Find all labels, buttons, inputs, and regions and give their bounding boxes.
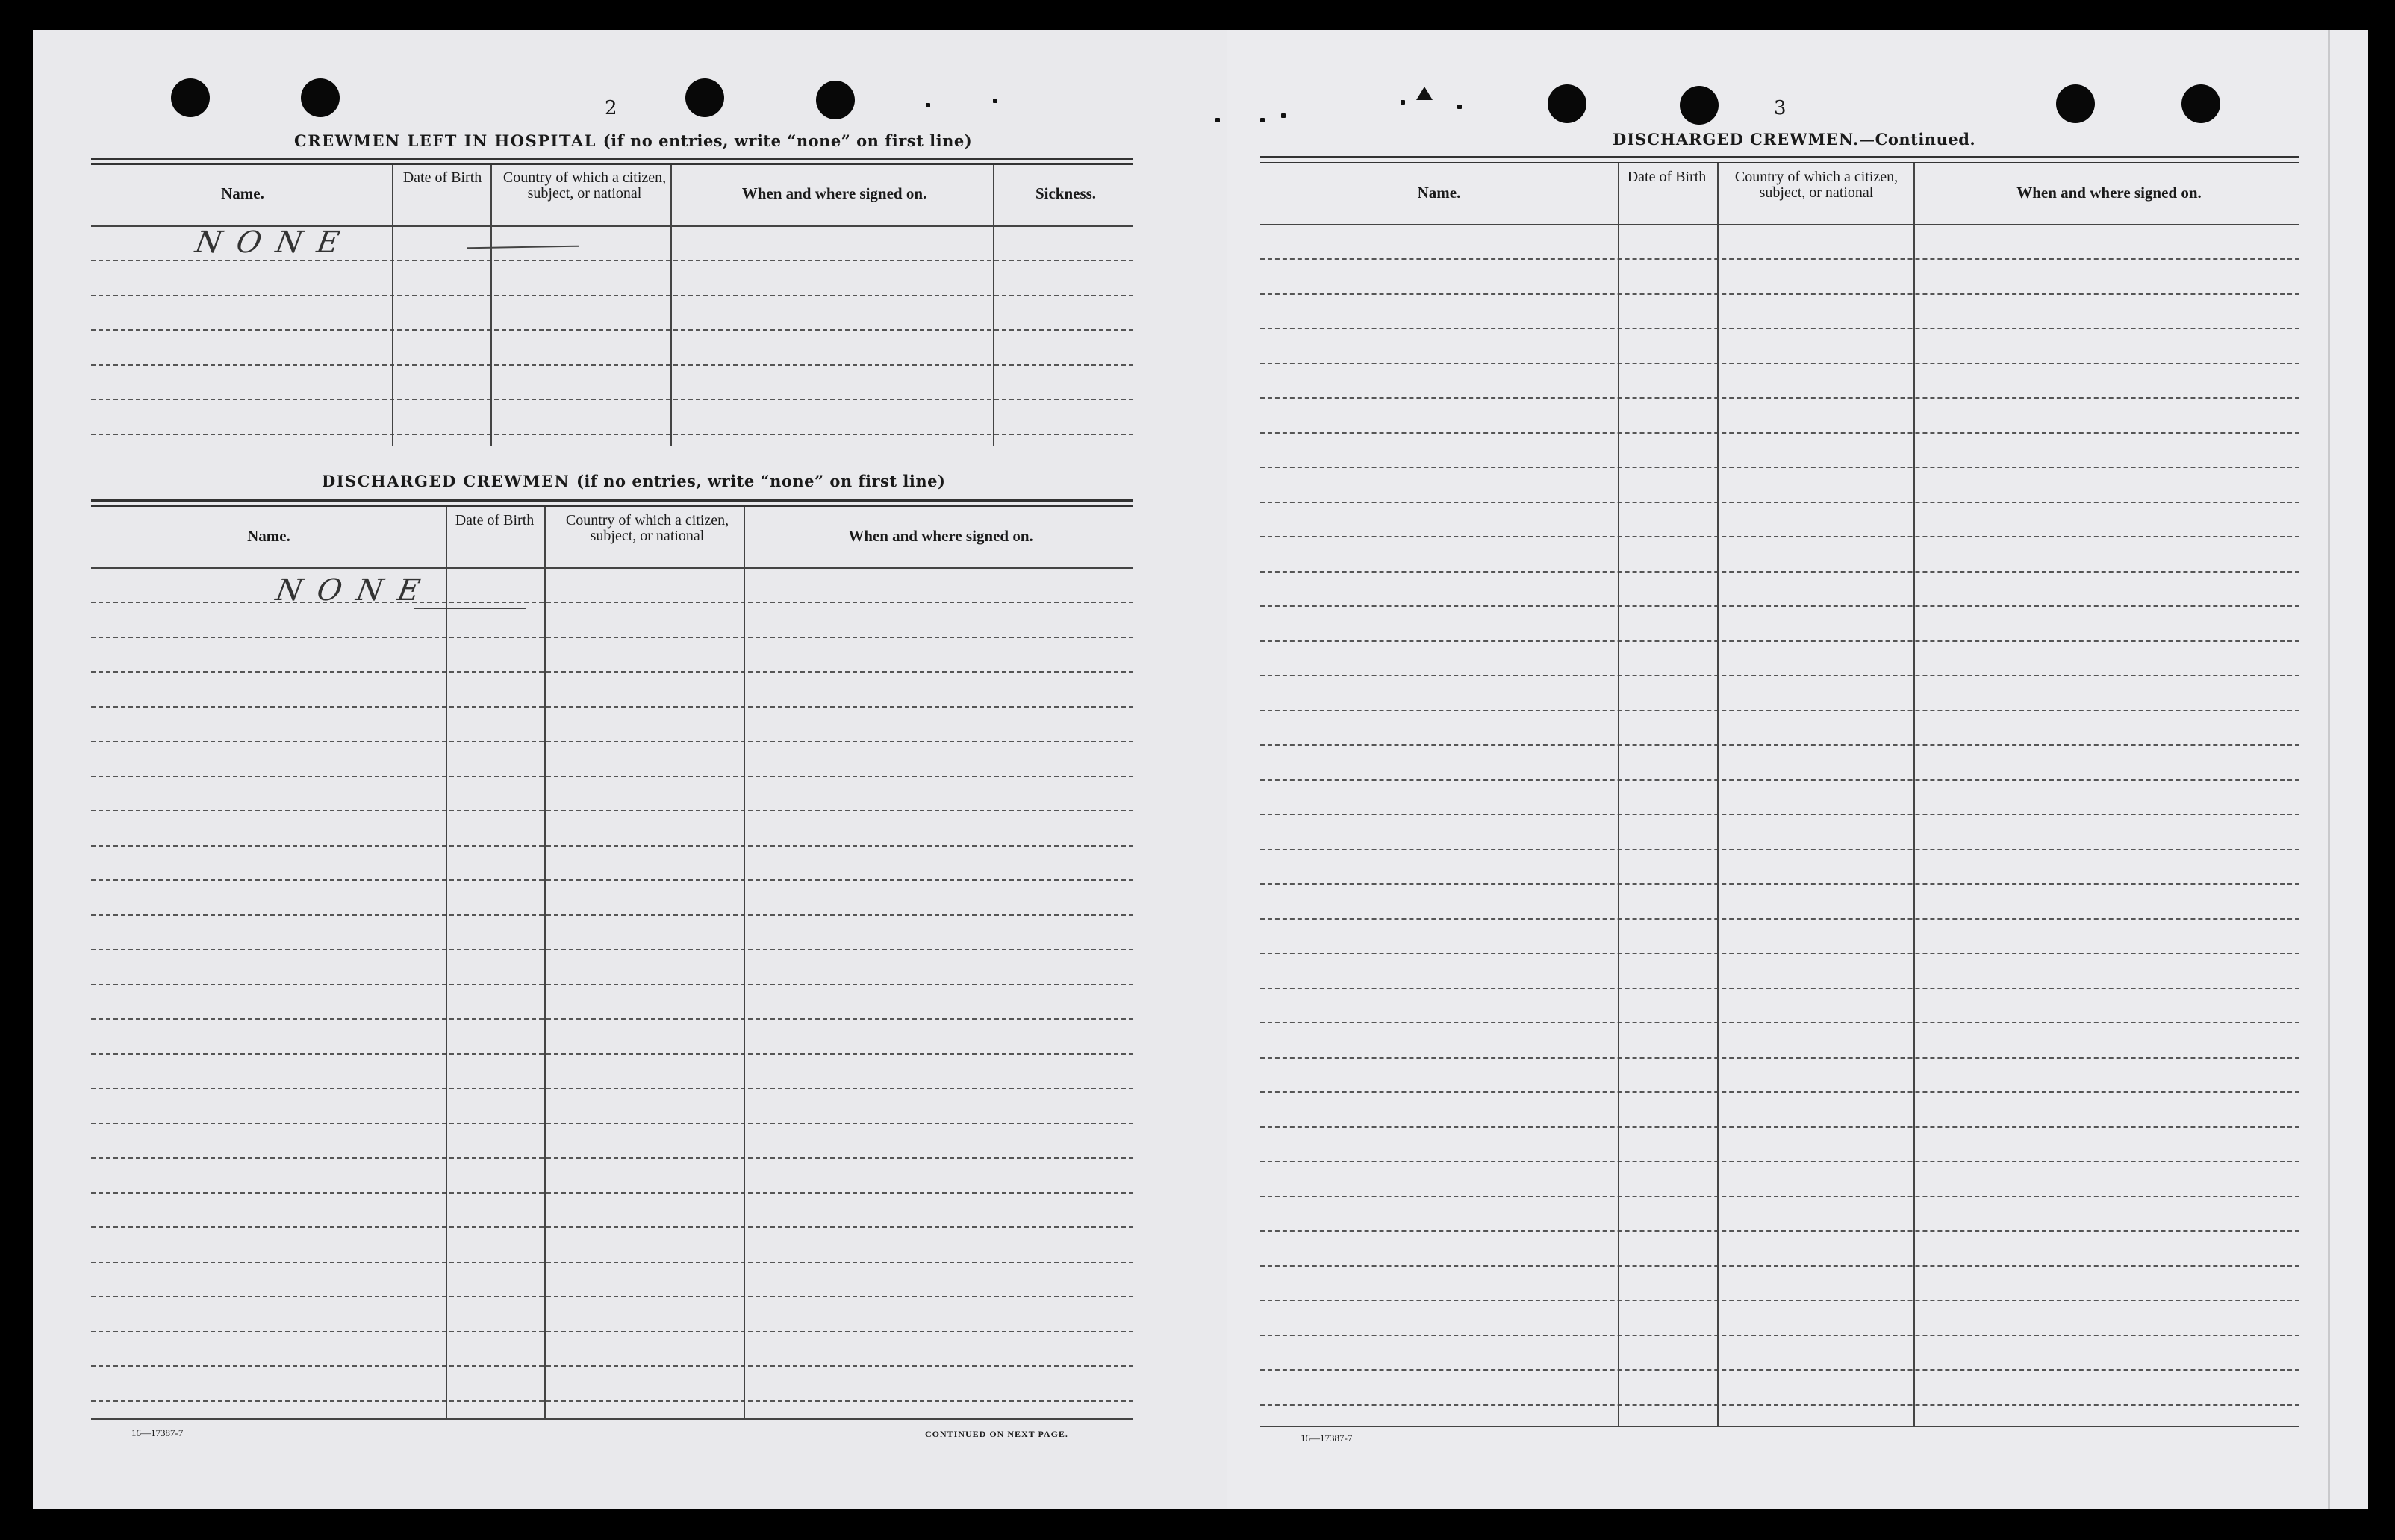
discharged-title-text: DISCHARGED CREWMEN: [322, 472, 570, 490]
ruled-line: [91, 329, 1133, 331]
ruled-line: [91, 984, 1133, 985]
handwritten-dash: [414, 608, 526, 609]
col-header-signed-on: When and where signed on.: [741, 184, 927, 202]
ruled-line: [1260, 1057, 2299, 1059]
col-header-name: Name.: [247, 527, 290, 545]
ruled-line: [1260, 1265, 2299, 1267]
col-header-signed-on: When and where signed on.: [848, 527, 1033, 545]
speck: [993, 99, 997, 103]
col-header-date-of-birth: Date of Birth: [1627, 169, 1707, 185]
right-title-suffix: —Continued.: [1859, 130, 1976, 149]
col-header-country: Country of which a citizen, subject, or national: [1734, 169, 1899, 201]
col-header-date-of-birth: Date of Birth: [455, 512, 535, 529]
right-page: [1227, 30, 2368, 1509]
ruled-line: [91, 260, 1133, 261]
table-bottom-rule: [91, 1418, 1133, 1420]
right-title-text: DISCHARGED CREWMEN.: [1613, 130, 1860, 149]
speck: [926, 103, 930, 107]
table-bottom-rule: [1260, 1426, 2299, 1427]
ruled-line: [91, 741, 1133, 742]
hospital-title-note: (if no entries, write “none” on first line): [602, 131, 973, 150]
ruled-line: [91, 1053, 1133, 1055]
double-rule: [91, 499, 1133, 502]
document-sheet: [33, 30, 2368, 1509]
handwritten-none-hospital: NONE: [192, 225, 358, 260]
ruled-line: [1260, 814, 2299, 815]
ruled-line: [91, 879, 1133, 881]
ruled-line: [1260, 640, 2299, 642]
speck: [1401, 100, 1405, 105]
speck: [1457, 105, 1462, 109]
sheet-edge: [2328, 30, 2330, 1509]
col-header-sickness: Sickness.: [1035, 184, 1097, 202]
ruled-line: [91, 1192, 1133, 1194]
ruled-line: [91, 671, 1133, 673]
ruled-line: [1260, 363, 2299, 364]
col-header-date-of-birth: Date of Birth: [402, 169, 482, 186]
ruled-line: [91, 1400, 1133, 1402]
double-rule: [91, 158, 1133, 160]
ruled-line: [91, 776, 1133, 777]
column-divider: [392, 165, 393, 446]
ruled-line: [91, 845, 1133, 847]
double-rule: [91, 505, 1133, 507]
speck: [1260, 118, 1265, 122]
punch-hole: [2056, 84, 2095, 123]
ruled-line: [1260, 1022, 2299, 1023]
punch-hole: [301, 78, 340, 117]
ruled-line: [91, 1226, 1133, 1228]
ruled-line: [1260, 883, 2299, 885]
ruled-line: [91, 1088, 1133, 1089]
col-header-name: Name.: [221, 184, 264, 202]
punch-hole: [816, 81, 855, 119]
punch-hole: [685, 78, 724, 117]
ruled-line: [1260, 605, 2299, 607]
ruled-line: [1260, 953, 2299, 954]
ruled-line: [91, 1157, 1133, 1159]
ruled-line: [1260, 1300, 2299, 1301]
continued-notice: CONTINUED ON NEXT PAGE.: [925, 1429, 1068, 1439]
ruled-line: [91, 602, 1133, 603]
ruled-line: [1260, 397, 2299, 399]
column-divider: [1717, 163, 1719, 1427]
form-code-left: 16—17387-7: [131, 1427, 184, 1438]
hospital-title-text: CREWMEN LEFT IN HOSPITAL: [294, 131, 597, 150]
ruled-line: [91, 1365, 1133, 1367]
header-underline: [91, 567, 1133, 569]
ruled-line: [1260, 1335, 2299, 1336]
ruled-line: [1260, 1404, 2299, 1406]
ruled-line: [91, 810, 1133, 811]
ruled-line: [91, 364, 1133, 366]
form-code-right: 16—17387-7: [1301, 1433, 1353, 1444]
punch-hole: [2181, 84, 2220, 123]
ruled-line: [91, 1331, 1133, 1332]
right-section-title: [1613, 130, 1975, 149]
discharged-title-note: (if no entries, write “none” on first line): [576, 472, 946, 490]
speck: [1281, 113, 1286, 118]
ruled-line: [1260, 328, 2299, 329]
ruled-line: [91, 914, 1133, 916]
punch-hole: [1680, 86, 1719, 125]
ruled-line: [1260, 467, 2299, 468]
hospital-section-title: [294, 131, 972, 150]
ruled-line: [1260, 675, 2299, 676]
ruled-line: [91, 1262, 1133, 1263]
header-underline: [1260, 224, 2299, 225]
double-rule: [1260, 162, 2299, 163]
double-rule: [91, 163, 1133, 165]
ruled-line: [1260, 293, 2299, 295]
col-header-country: Country of which a citizen, subject, or national: [502, 169, 667, 202]
ruled-line: [91, 1018, 1133, 1020]
page-number-left: 2: [605, 97, 617, 119]
page-number-right: 3: [1774, 97, 1787, 119]
ruled-line: [91, 1296, 1133, 1297]
ruled-line: [1260, 1369, 2299, 1371]
column-divider: [446, 507, 447, 1419]
ruled-line: [1260, 258, 2299, 260]
ruled-line: [1260, 849, 2299, 850]
ruled-line: [1260, 710, 2299, 711]
ruled-line: [91, 637, 1133, 638]
ruled-line: [1260, 571, 2299, 573]
ruled-line: [1260, 1161, 2299, 1162]
discharged-section-title: [322, 472, 945, 490]
ruled-line: [1260, 1196, 2299, 1197]
column-divider: [744, 507, 745, 1419]
ruled-line: [1260, 918, 2299, 920]
ruled-line: [91, 295, 1133, 296]
column-divider: [993, 165, 994, 446]
punch-hole: [1548, 84, 1586, 123]
ruled-line: [1260, 779, 2299, 781]
ruled-line: [91, 949, 1133, 950]
col-header-signed-on: When and where signed on.: [2016, 184, 2202, 202]
ruled-line: [91, 399, 1133, 400]
col-header-name: Name.: [1417, 184, 1461, 202]
ruled-line: [91, 706, 1133, 708]
punch-hole: [171, 78, 210, 117]
ruled-line: [1260, 988, 2299, 989]
registration-mark: [1416, 87, 1433, 100]
ruled-line: [1260, 1091, 2299, 1093]
ruled-line: [91, 1123, 1133, 1124]
ruled-line: [1260, 1230, 2299, 1232]
column-divider: [670, 165, 672, 446]
column-divider: [490, 165, 492, 446]
ruled-line: [1260, 432, 2299, 434]
speck: [1215, 118, 1220, 122]
ruled-line: [1260, 536, 2299, 537]
column-divider: [1618, 163, 1619, 1427]
column-divider: [1913, 163, 1915, 1427]
col-header-country: Country of which a citizen, subject, or national: [565, 512, 729, 544]
handwritten-none-discharged: NONE: [272, 573, 438, 608]
ruled-line: [1260, 1126, 2299, 1128]
ruled-line: [91, 434, 1133, 435]
ruled-line: [1260, 744, 2299, 746]
column-divider: [544, 507, 546, 1419]
ruled-line: [1260, 502, 2299, 503]
double-rule: [1260, 156, 2299, 158]
